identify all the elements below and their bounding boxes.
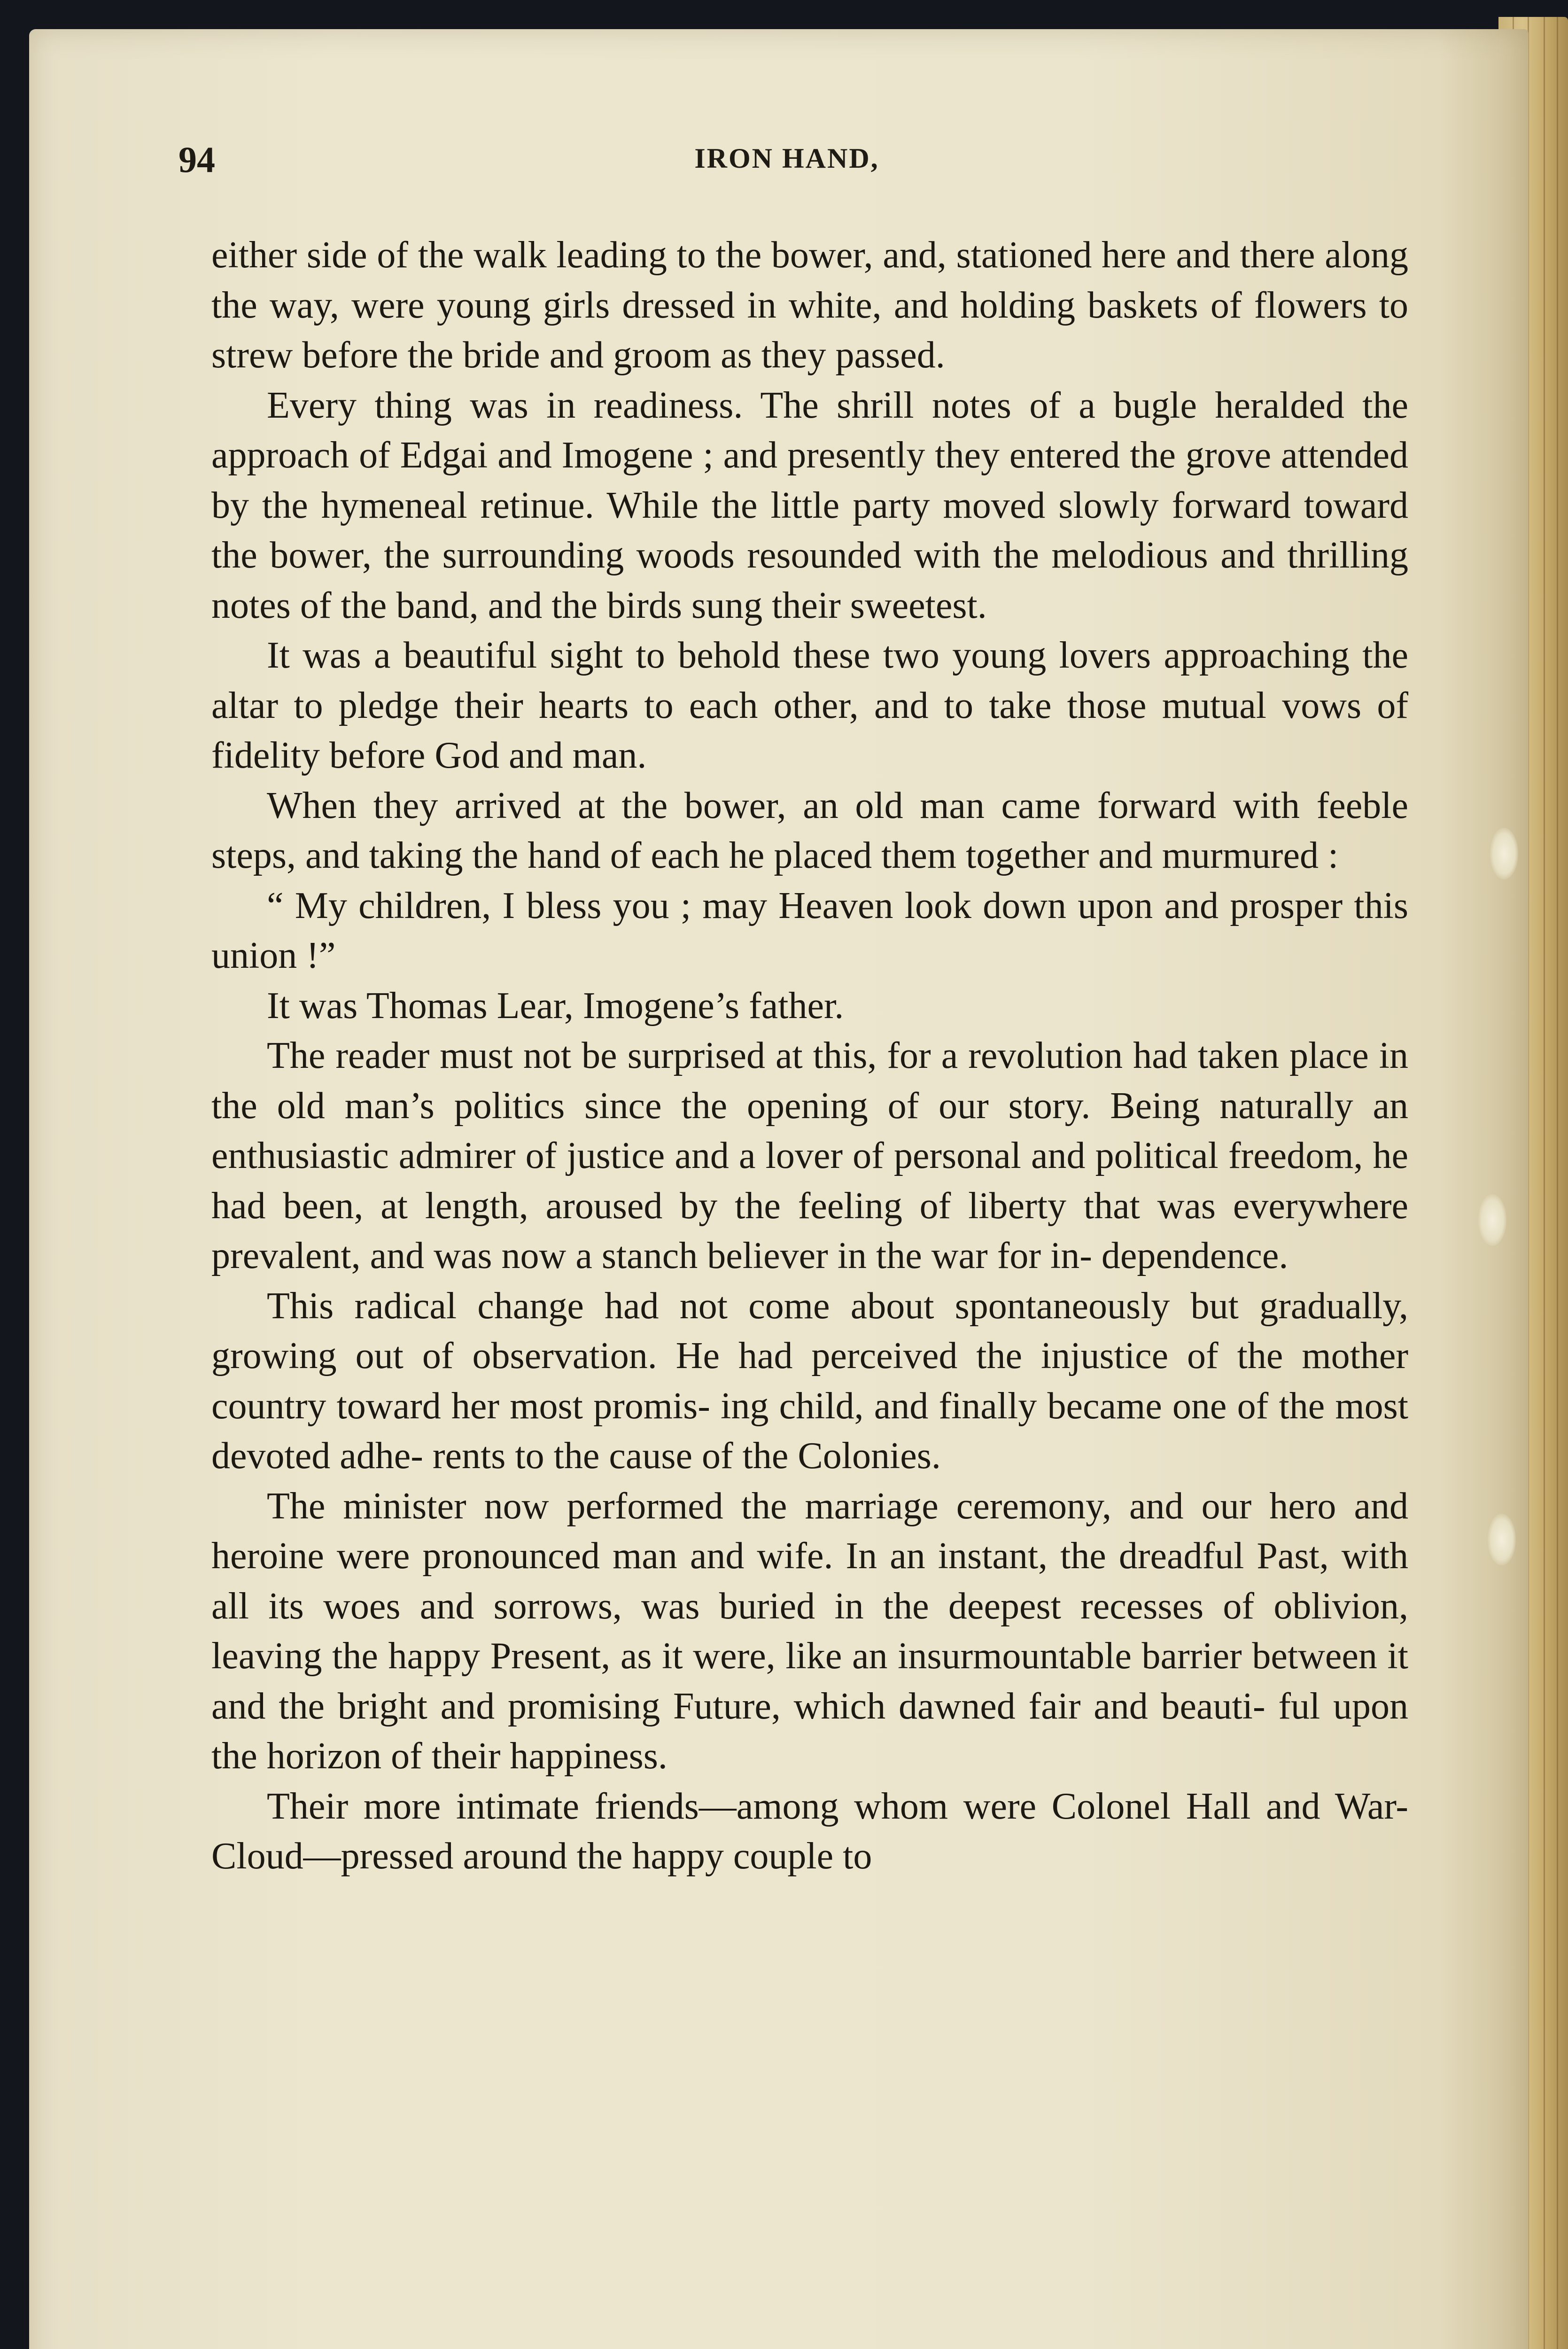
page-number: 94 [179,139,215,180]
running-head: IRON HAND, [694,143,879,174]
page-tear [1490,828,1518,879]
paragraph: The minister now performed the marriage ceremony, and our hero and heroine were pronounced man and wife. In an instant, the dreadful Past, with all its woes and sorrows, was buried in the deepest recesses of oblivion, leaving the happy Present, as it were, like an insurmountable barrier between it and the bright and promising Future, which dawned fair and beauti- ful upon the horizon of their happiness. [211,1485,1408,1777]
paragraph: Every thing was in readiness. The shrill notes of a bugle heralded the approach of Edgai and Imogene ; and presently they entered the grove attended by the hymeneal retinue. While the little party moved slowly forward toward the bower, the surrounding woods resounded with the melodious and thrilling notes of the band, and the birds sung their sweetest. [211,384,1408,626]
paragraph: Their more intimate friends—among whom were Colonel Hall and War-Cloud—pressed around the happy couple to [211,1785,1408,1877]
page-edge-line [1544,17,1545,2349]
page-edge-line [1557,17,1558,2349]
paragraph: It was Thomas Lear, Imogene’s father. [267,985,844,1027]
body-text [211,230,1408,1882]
paragraph: The reader must not be surprised at this, for a revolution had taken place in the old man’s politics since the opening of our story. Being naturally an enthusiastic admirer of justice and a lover of personal and political freedom, he had been, at length, aroused by the feeling of liberty that was everywhere prevalent, and was now a stanch believer in the war for in- dependence. [211,1035,1408,1276]
paragraph: It was a beautiful sight to behold these two young lovers approaching the altar to pledge their hearts to each other, and to take those mutual vows of fidelity before God and man. [211,635,1408,776]
page-header [179,139,1414,181]
page-tear [1488,1514,1516,1565]
page-tear [1478,1194,1506,1246]
paragraph: When they arrived at the bower, an old man came forward with feeble steps, and taking the hand of each he placed them together and murmured : [211,785,1408,876]
paragraph: This radical change had not come about spontaneously but gradually, growing out of observation. He had perceived the injustice of the mother country toward her most promis- ing child, and finally became one of the most devoted adhe- rents to the cause of the Colonies. [211,1285,1408,1477]
paragraph: either side of the walk leading to the bower, and, stationed here and there along the way, were young girls dressed in white, and holding baskets of flowers to strew before the bride and groom as they passed. [211,234,1408,376]
paragraph: “ My children, I bless you ; may Heaven look down upon and prosper this union !” [211,885,1408,976]
